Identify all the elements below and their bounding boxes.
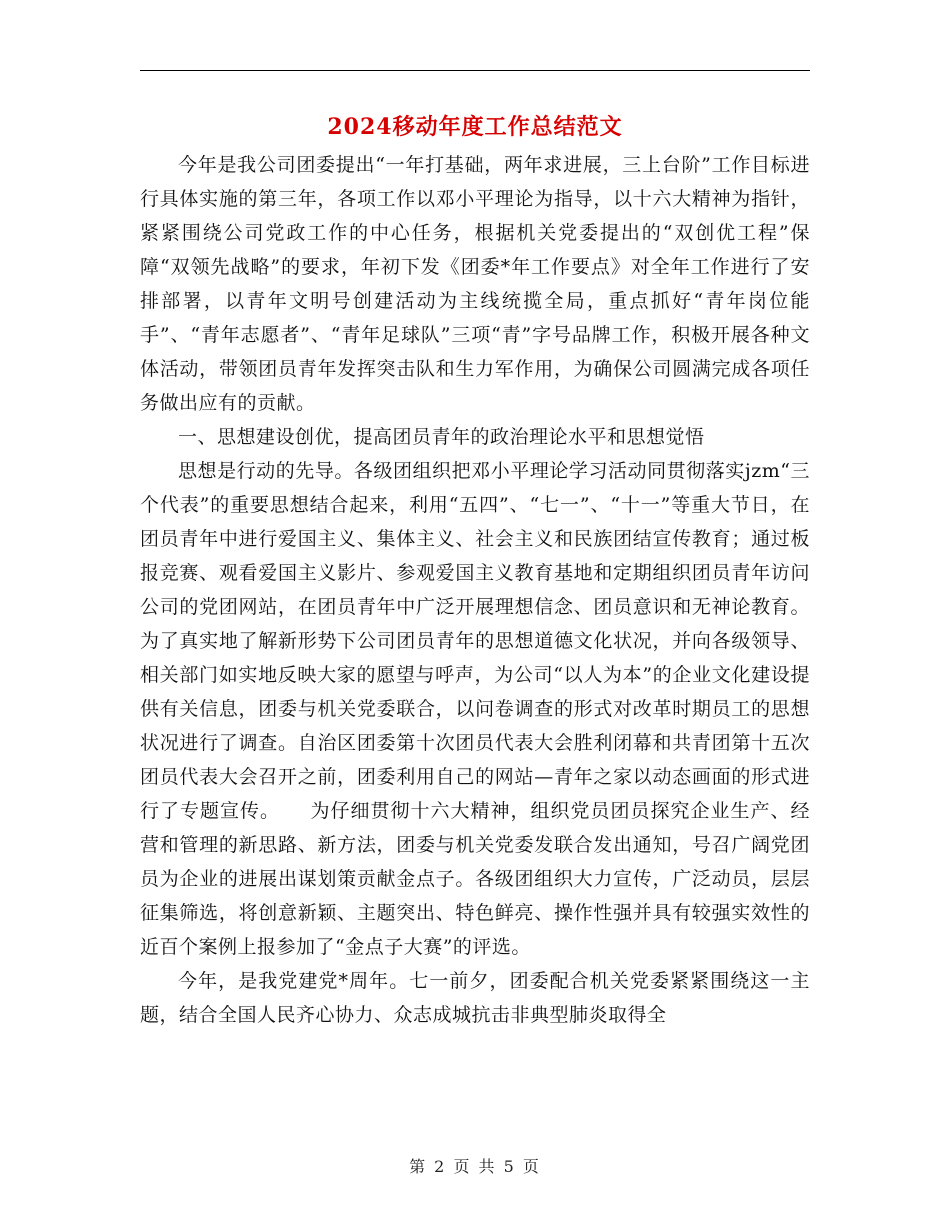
page-number: 第 2 页 共 5 页: [409, 1157, 541, 1176]
paragraph-intro: 今年是我公司团委提出“一年打基础，两年求进展，三上台阶”工作目标进行具体实施的第三年，各项工作以邓小平理论为指导，以十六大精神为指针，紧紧围绕公司党政工作的中心任务，根据机关党委提出的“双创优工程”保障“双领先战略”的要求，年初下发《团委*年工作要点》对全年工作进行了安排部署，以青年文明号创建活动为主线统揽全局，重点抓好“青年岗位能手”、“青年志愿者”、“青年足球队”三项“青”字号品牌工作，积极开展各种文体活动，带领团员青年发挥突击队和生力军作用，为确保公司圆满完成各项任务做出应有的贡献。: [140, 154, 810, 414]
document-title: 2024移动年度工作总结范文: [327, 114, 623, 140]
document-body: [140, 148, 810, 1032]
header-rule: [140, 70, 810, 71]
paragraph-ideology: 思想是行动的先导。各级团组织把邓小平理论学习活动同贯彻落实jzm“三个代表”的重要思想结合起来，利用“五四”、“七一”、“十一”等重大节日，在团员青年中进行爱国主义、集体主义、社会主义和民族团结宣传教育；通过板报竞赛、观看爱国主义影片、参观爱国主义教育基地和定期组织团员青年访问公司的党团网站，在团员青年中广泛开展理想信念、团员意识和无神论教育。为了真实地了解新形势下公司团员青年的思想道德文化状况，并向各级领导、相关部门如实地反映大家的愿望与呼声，为公司“以人为本”的企业文化建设提供有关信息，团委与机关党委联合，以问卷调查的形式对改革时期员工的思想状况进行了调查。自治区团委第十次团员代表大会胜利闭幕和共青团第十五次团员代表大会召开之前，团委利用自己的网站—青年之家以动态画面的形式进行了专题宣传。 为仔细贯彻十六大精神，组织党员团员探究企业生产、经营和管理的新思路、新方法，团委与机关党委发联合发出通知，号召广阔党团员为企业的进展出谋划策贡献金点子。各级团组织大力宣传，广泛动员，层层征集筛选，将创意新颖、主题突出、特色鲜亮、操作性强并具有较强实效性的近百个案例上报参加了“金点子大赛”的评选。: [140, 460, 810, 958]
section-heading-1: 一、思想建设创优，提高团员青年的政治理论水平和思想觉悟: [178, 426, 705, 448]
paragraph-anniversary: 今年，是我党建党*周年。七一前夕，团委配合机关党委紧紧围绕这一主题，结合全国人民齐心协力、众志成城抗击非典型肺炎取得全: [140, 970, 810, 1026]
